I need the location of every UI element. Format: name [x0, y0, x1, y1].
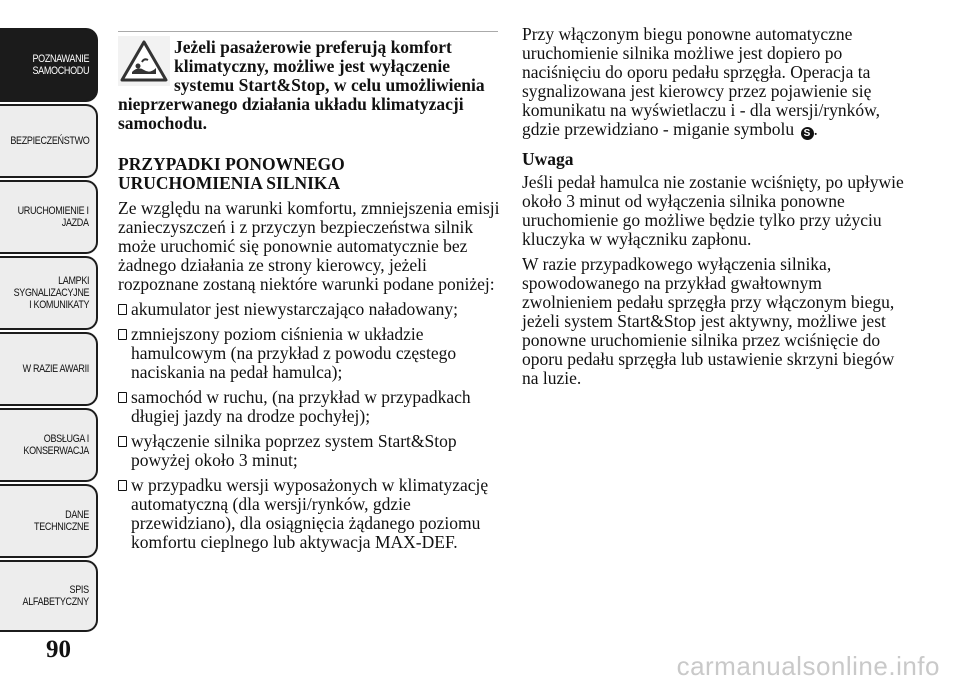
sidebar-tab-uruchomienie[interactable]: URUCHOMIENIE I JAZDA [0, 180, 98, 254]
warning-box [118, 30, 500, 133]
list-item: samochód w ruchu, (na przykład w przypadkach długiej jazdy na drodze pochyłej); [118, 388, 500, 426]
page-number: 90 [46, 636, 71, 663]
warning-line: systemu Start&Stop, w celu umożliwienia [174, 75, 485, 95]
checkbox-bullet-icon [118, 329, 127, 340]
warning-line: Jeżeli pasażerowie preferują komfort [174, 37, 452, 57]
warning-line: nieprzerwanego działania układu klimatyzacji [118, 94, 464, 114]
start-stop-symbol-icon: S [801, 127, 814, 140]
note-paragraph: W razie przypadkowego wyłączenia silnika, spowodowanego na przykład gwałtownym zwolnieniem pedału sprzęgła przy włączonym biegu, jeżeli system Start&Stop jest aktywny, możliwe jest ponowne uruchomienie silnika przez wciśnięcie do oporu pedału sprzęgła lub ustawienie skrzyni biegów na luzie. [522, 254, 895, 388]
section-heading: PRZYPADKI PONOWNEGO URUCHOMIENIA SILNIKA [118, 154, 345, 193]
list-item: w przypadku wersji wyposażonych w klimatyzację automatyczną (dla wersji/rynków, gdzie przewidziano), dla osiągnięcia żądanego poziomu komfortu cieplnego lub aktywacja MAX-DEF. [118, 476, 500, 552]
right-column [522, 25, 912, 394]
sidebar-tab-obsluga[interactable]: OBSŁUGA I KONSERWACJA [0, 408, 98, 482]
note-title: Uwaga [522, 149, 574, 169]
sidebar-tab-spis[interactable]: SPIS ALFABETYCZNY [0, 560, 98, 632]
intro-paragraph: Ze względu na warunki komfortu, zmniejszenia emisji zanieczyszczeń i z przyczyn bezpieczeństwa silnik może uruchomić się ponownie automatycznie bez żadnego działania ze strony kierowcy, jeżeli rozpoznane zostaną niektóre warunki podane poniżej: [118, 198, 500, 294]
sidebar-tab-lampki[interactable]: LAMPKI SYGNALIZACYJNE I KOMUNIKATY [0, 256, 98, 330]
warning-line: klimatyczny, możliwe jest wyłączenie [174, 56, 451, 76]
note-paragraph: Jeśli pedał hamulca nie zostanie wciśnięty, po upływie około 3 minut od wyłączenia silnika ponowne uruchomienie go możliwe będzie tylko przy użyciu kluczyka w wyłączniku zapłonu. [522, 172, 904, 249]
watermark: carmanualsonline.info [676, 651, 940, 681]
checkbox-bullet-icon [118, 436, 127, 447]
sidebar-tab-dane[interactable]: DANE TECHNICZNE [0, 484, 98, 558]
checkbox-bullet-icon [118, 304, 127, 315]
left-column [118, 30, 500, 558]
warning-line: samochodu. [118, 113, 207, 133]
sidebar-tab-poznawanie[interactable]: POZNAWANIE SAMOCHODU [0, 28, 98, 102]
checkbox-bullet-icon [118, 480, 127, 491]
sidebar-tab-bezpieczenstwo[interactable]: BEZPIECZEŃSTWO [0, 104, 98, 178]
warning-triangle-icon [118, 36, 170, 86]
list-item: zmniejszony poziom ciśnienia w układzie hamulcowym (na przykład z powodu częstego naciskania na pedał hamulca); [118, 325, 500, 382]
checkbox-bullet-icon [118, 392, 127, 403]
sidebar-tab-w-razie-awarii[interactable]: W RAZIE AWARII [0, 332, 98, 406]
list-item: wyłączenie silnika poprzez system Start&Stop powyżej około 3 minut; [118, 432, 500, 470]
list-item: akumulator jest niewystarczająco naładowany; [118, 300, 500, 319]
restart-paragraph: Przy włączonym biegu ponowne automatyczne uruchomienie silnika możliwe jest dopiero po naciśnięciu do oporu pedału sprzęgła. Operacja ta sygnalizowana jest kierowcy przez pojawienie się komunikatu na wyświetlaczu i - dla wersji/rynków, gdzie przewidziano - miganie symbolu S . [522, 24, 881, 139]
